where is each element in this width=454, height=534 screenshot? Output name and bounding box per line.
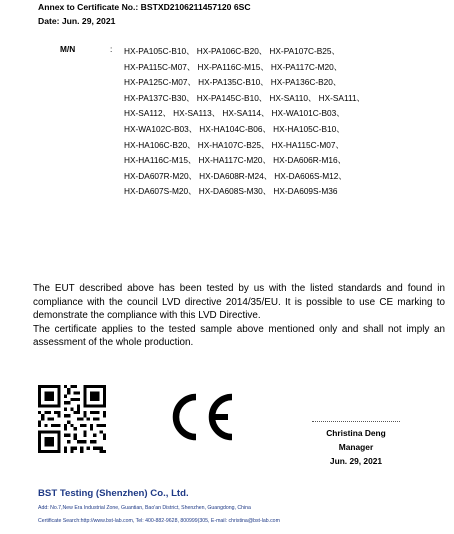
signature-line	[312, 421, 400, 422]
ce-mark-icon	[165, 391, 239, 443]
signature-date: Jun. 29, 2021	[329, 456, 383, 466]
model-line: HX-DA607S-M20、 HX-DA608S-M30、 HX-DA609S-M36	[124, 186, 338, 197]
statement-paragraph-1: The EUT described above has been tested by us with the listed standards and found in compliance with the council LVD directive 2014/35/EU. It is possible to use CE marking to demonstrate the compliance with this LVD Directive.	[33, 283, 445, 322]
company-address: Add: No.7,New Era Industrial Zone, Guantian, Bao'an District, Shenzhen, Guangdong, China	[38, 505, 251, 511]
model-line: HX-WA102C-B03、 HX-HA104C-B06、 HX-HA105C-B10、	[124, 123, 345, 134]
model-number-label: M/N	[60, 44, 76, 54]
statement-paragraph-2: The certificate applies to the tested sample above mentioned only and shall not imply an assessment of the whole production.	[33, 323, 445, 349]
certificate-search-contact: Certificate Search:http://www.bst-lab.com, Tel: 400-882-9628, 800999(305, E-mail: christina@bst-lab.com	[38, 518, 280, 524]
model-line: HX-PA125C-M07、 HX-PA135C-B10、 HX-PA136C-B20、	[124, 77, 342, 88]
model-line: HX-PA137C-B30、 HX-PA145C-B10、 HX-SA110、 HX-SA111、	[124, 92, 365, 103]
model-line: HX-HA116C-M15、 HX-HA117C-M20、 HX-DA606R-M16、	[124, 155, 346, 166]
model-line: HX-DA607R-M20、 HX-DA608R-M24、 HX-DA606S-M12、	[124, 170, 347, 181]
model-number-colon: :	[110, 44, 113, 54]
qr-code-icon	[38, 385, 106, 453]
certificate-date: Date: Jun. 29, 2021	[38, 16, 116, 26]
model-line: HX-PA105C-B10、 HX-PA106C-B20、 HX-PA107C-B25、	[124, 46, 340, 56]
model-line: HX-PA115C-M07、 HX-PA116C-M15、 HX-PA117C-M20、	[124, 61, 343, 72]
signatory-title: Manager	[338, 442, 374, 452]
annex-certificate-number: Annex to Certificate No.: BSTXD2106211457120 6SC	[38, 2, 251, 12]
company-name: BST Testing (Shenzhen) Co., Ltd.	[38, 488, 189, 499]
compliance-statement	[33, 282, 445, 350]
model-list	[124, 44, 365, 200]
signatory-name: Christina Deng	[326, 428, 386, 438]
model-line: HX-SA112、 HX-SA113、 HX-SA114、 HX-WA101C-B03、	[124, 108, 345, 119]
model-line: HX-HA106C-B20、 HX-HA107C-B25、 HX-HA115C-M07、	[124, 139, 344, 150]
